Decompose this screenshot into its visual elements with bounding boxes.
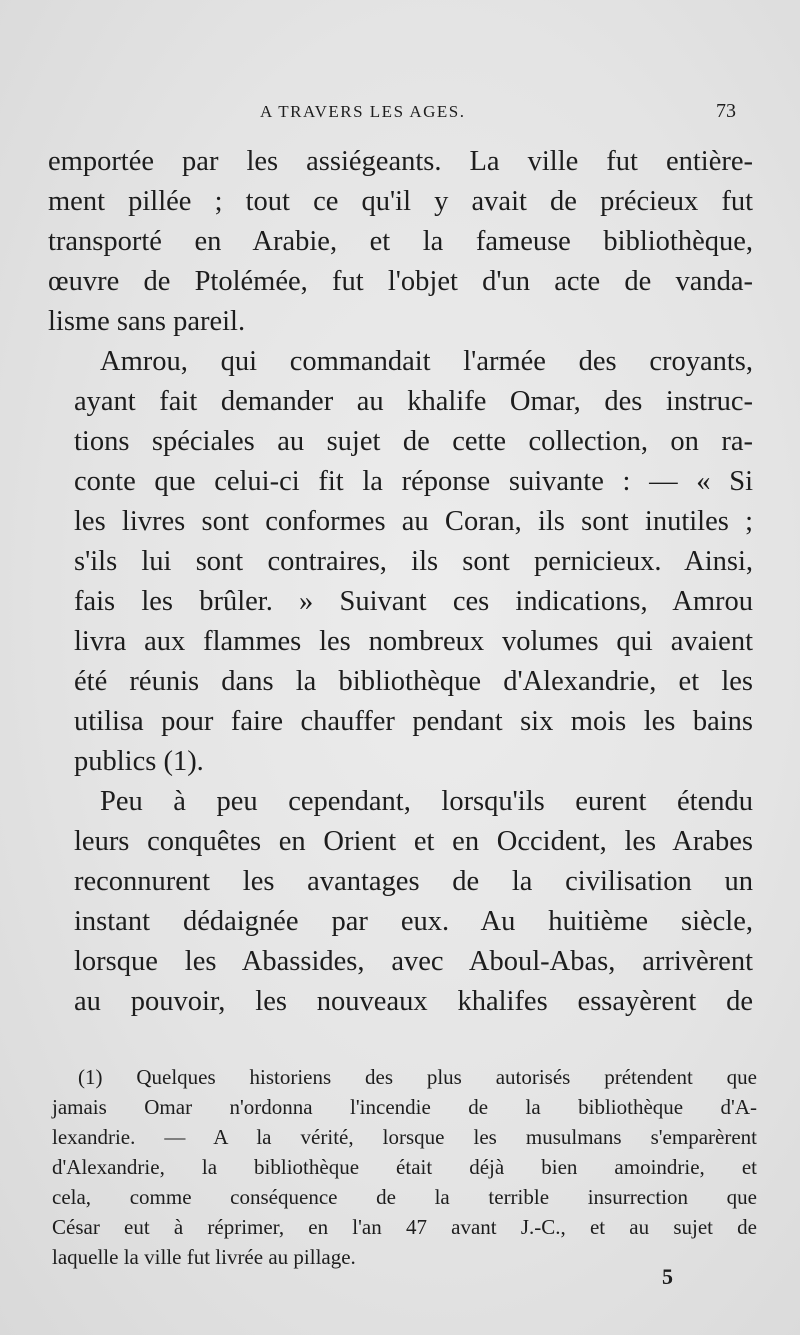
text-line: ayant fait demander au khalife Omar, des instruc- xyxy=(74,386,753,417)
paragraph xyxy=(48,142,753,342)
signature-mark: 5 xyxy=(662,1264,673,1289)
text-line: été réunis dans la bibliothèque d'Alexandrie, et les xyxy=(74,666,753,697)
text-line: lorsque les Abassides, avec Aboul-Abas, arrivèrent xyxy=(74,946,753,977)
text-line: les livres sont conformes au Coran, ils sont inutiles ; xyxy=(74,506,753,537)
footnote-line: lexandrie. — A la vérité, lorsque les musulmans s'emparèrent xyxy=(52,1125,757,1149)
text-line: publics (1). xyxy=(74,746,204,777)
text-line: s'ils lui sont contraires, ils sont pernicieux. Ainsi, xyxy=(74,546,753,577)
running-title: A TRAVERS LES AGES. xyxy=(260,102,466,121)
text-line: emportée par les assiégeants. La ville fut entière- xyxy=(48,146,753,177)
footnote-line: jamais Omar n'ordonna l'incendie de la bibliothèque d'A- xyxy=(52,1095,757,1119)
running-head xyxy=(48,98,748,128)
text-line: reconnurent les avantages de la civilisation un xyxy=(74,866,753,897)
text-line: transporté en Arabie, et la fameuse bibliothèque, xyxy=(48,226,753,257)
footnote-line: (1) Quelques historiens des plus autorisés prétendent que xyxy=(78,1065,757,1089)
text-line: leurs conquêtes en Orient et en Occident, les Arabes xyxy=(74,826,753,857)
text-line: ment pillée ; tout ce qu'il y avait de précieux fut xyxy=(48,186,753,217)
text-line: tions spéciales au sujet de cette collection, on ra- xyxy=(74,426,753,457)
footnote-line: cela, comme conséquence de la terrible insurrection que xyxy=(52,1185,757,1209)
footnote-line: César eut à réprimer, en l'an 47 avant J.-C., et au sujet de xyxy=(52,1215,757,1239)
text-line: utilisa pour faire chauffer pendant six mois les bains xyxy=(74,706,753,737)
footnote-line: laquelle la ville fut livrée au pillage. xyxy=(52,1245,356,1269)
text-line: fais les brûler. » Suivant ces indications, Amrou xyxy=(74,586,753,617)
text-line: Amrou, qui commandait l'armée des croyants, xyxy=(100,346,753,377)
paragraph xyxy=(48,342,753,782)
text-line: au pouvoir, les nouveaux khalifes essayèrent de xyxy=(74,986,753,1017)
paragraph xyxy=(48,782,753,1022)
text-line: Peu à peu cependant, lorsqu'ils eurent étendu xyxy=(100,786,753,817)
text-line: conte que celui-ci fit la réponse suivante : — « Si xyxy=(74,466,753,497)
text-line: livra aux flammes les nombreux volumes qui avaient xyxy=(74,626,753,657)
text-line: lisme sans pareil. xyxy=(48,306,246,337)
body-text xyxy=(48,142,753,1022)
footnote-line: d'Alexandrie, la bibliothèque était déjà bien amoindrie, et xyxy=(52,1155,757,1179)
text-line: instant dédaignée par eux. Au huitième siècle, xyxy=(74,906,753,937)
text-line: œuvre de Ptolémée, fut l'objet d'un acte de vanda- xyxy=(48,266,753,297)
footnote xyxy=(52,1062,757,1272)
page-number: 73 xyxy=(716,100,736,122)
